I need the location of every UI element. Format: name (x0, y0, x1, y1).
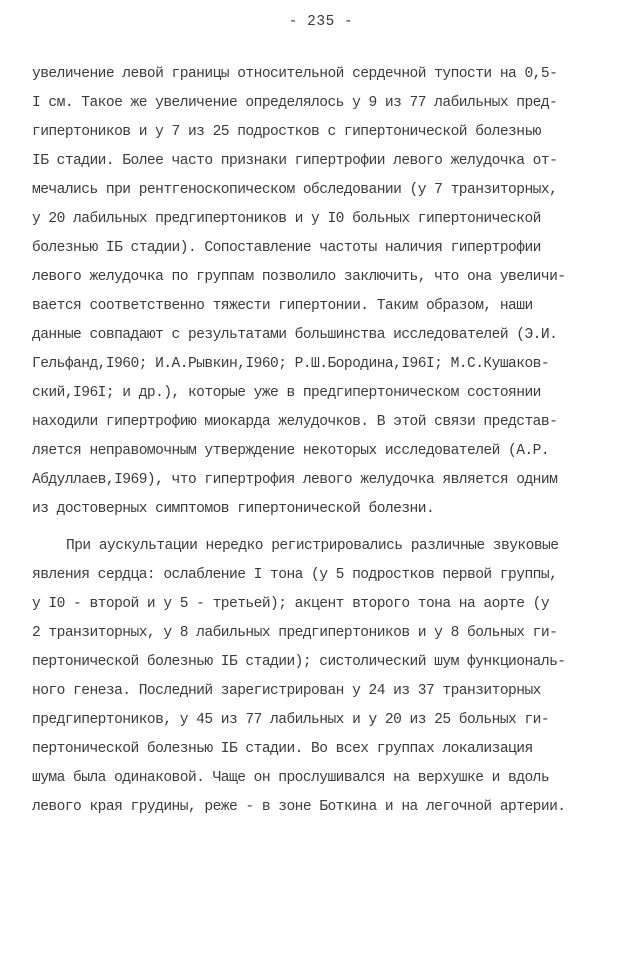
text-line: вается соответственно тяжести гипертонии. Таким образом, наши (32, 298, 533, 314)
text-line: Абдуллаев,I969), что гипертрофия левого желудочка является одним (32, 472, 558, 488)
text-line: При аускультации нередко регистрировались различные звуковые (66, 538, 559, 554)
text-line: увеличение левой границы относительной сердечной тупости на 0,5- (32, 66, 558, 82)
text-line: пертонической болезнью IБ стадии. Во всех группах локализация (32, 741, 533, 757)
text-line: левого желудочка по группам позволило заключить, что она увеличи- (32, 269, 566, 285)
text-line: ного генеза. Последний зарегистрирован у 24 из 37 транзиторных (32, 683, 541, 699)
text-line: мечались при рентгеноскопическом обследовании (у 7 транзиторных, (32, 182, 558, 198)
text-line: Гельфанд,I960; И.А.Рывкин,I960; Р.Ш.Бородина,I96I; М.С.Кушаков- (32, 356, 550, 372)
text-line: I см. Такое же увеличение определялось у 9 из 77 лабильных пред- (32, 95, 558, 111)
text-line: 2 транзиторных, у 8 лабильных предгипертоников и у 8 больных ги- (32, 625, 558, 641)
text-line: ляется неправомочным утверждение некоторых исследователей (А.Р. (32, 443, 550, 459)
text-line: явления сердца: ослабление I тона (у 5 подростков первой группы, (32, 567, 558, 583)
text-line: у 20 лабильных предгипертоников и у I0 больных гипертонической (32, 211, 541, 227)
page-number: - 235 - (288, 14, 354, 30)
text-line: находили гипертрофию миокарда желудочков. В этой связи представ- (32, 414, 558, 430)
text-line: левого края грудины, реже - в зоне Боткина и на легочной артерии. (32, 799, 566, 815)
text-line: ский,I96I; и др.), которые уже в предгипертоническом состоянии (32, 385, 541, 401)
text-line: у I0 - второй и у 5 - третьей); акцент второго тона на аорте (у (32, 596, 550, 612)
text-line: пертонической болезнью IБ стадии); систолический шум функциональ- (32, 654, 566, 670)
text-line: из достоверных симптомов гипертонической болезни. (32, 501, 435, 517)
text-line: предгипертоников, у 45 из 77 лабильных и у 20 из 25 больных ги- (32, 712, 550, 728)
text-line: IБ стадии. Более часто признаки гипертрофии левого желудочка от- (32, 153, 558, 169)
text-line: гипертоников и у 7 из 25 подростков с гипертонической болезнью (32, 124, 541, 140)
text-line: шума была одинаковой. Чаще он прослушивался на верхушке и вдоль (32, 770, 550, 786)
text-line: болезнью IБ стадии). Сопоставление частоты наличия гипертрофии (32, 240, 541, 256)
text-line: данные совпадают с результатами большинства исследователей (Э.И. (32, 327, 558, 343)
